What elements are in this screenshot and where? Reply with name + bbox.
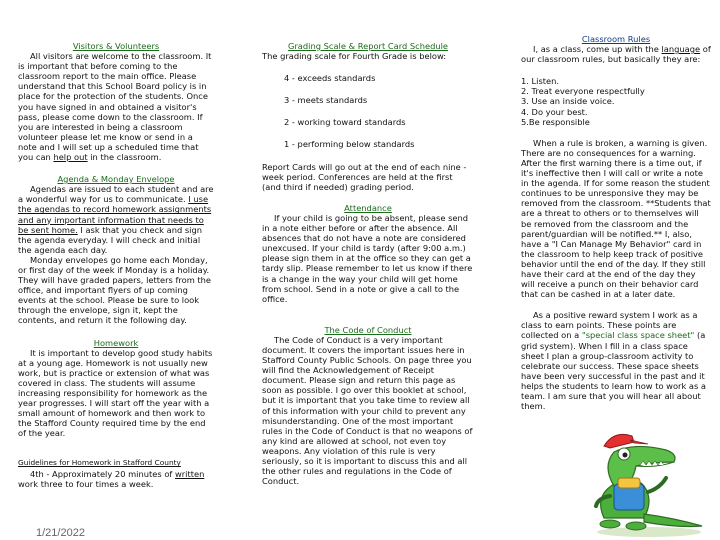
column-left xyxy=(18,0,214,540)
guidelines-paragraph xyxy=(18,469,214,489)
space-sheet-quote: "special class space sheet" xyxy=(581,330,695,341)
column-middle xyxy=(262,0,474,540)
report-card-paragraph: Report Cards will go out at the end of each nine -week period. Conferences are held at the first (and third if needed) grading period. xyxy=(262,161,467,192)
conduct-paragraph: The Code of Conduct is a very important document. It covers the important issues here in Stafford County Public Schools. On page three you will find the Acknowledgement of Receipt document. Please sign and return this page as soon as possible. I go over this booklet at school, but it is important that you take time to review all of this information with your child to prevent any misunderstanding. One of the most important rules in the Code of Conduct is that no weapons of any kind are allowed at school, not even toy weapons. Any violation of this rule is very seriously, so it is important to discuss this and all the other rules and regulations in the Code of Conduct. xyxy=(262,334,473,487)
attendance-heading: Attendance xyxy=(344,202,392,213)
agenda-text-start: Agendas are issued to each student and are a wonderful way for us to communicate. xyxy=(18,184,214,205)
guidelines-heading: Guidelines for Homework in Stafford County xyxy=(18,458,181,468)
scale-item: 4 - exceeds standards xyxy=(284,73,376,84)
monday-envelope-paragraph: Monday envelopes go home each Monday, or first day of the week if Monday is a holiday. They will have graded papers, letters from the office, and important flyers of up coming events at the school. Please be sure to look through the envelope, sign it, kept the contents, and return it the following day. xyxy=(18,254,212,326)
rules-intro-end: of our classroom rules, but basically they are: xyxy=(521,44,711,65)
homework-paragraph: It is important to develop good study habits at a young age. Homework is not usually new work, but is practice or extension of what was covered in class. The students will assume increasing responsibility for homework as the year progresses. I will start off the year with a small amount of homework and then work to the Stafford County required time by the end of the year. xyxy=(18,347,213,439)
grading-scale-list xyxy=(262,73,474,149)
reward-text-start: As a positive reward system I work as a class to earn points. These points are collected on a xyxy=(521,310,698,341)
language-text: language xyxy=(661,44,701,55)
agenda-text-end: I ask that you check and sign the agenda everyday. I will check and initial the agenda each day. xyxy=(18,224,203,255)
visitors-text: All visitors are welcome to the classroom. It is important that before coming to the classroom report to the main office. Please understand that this School Board policy is in place for the protection of the students. Once you have signed in and obtained a visitor's pass, please come down to the classroom. If you are interested in being a classroom volunteer please let me know or send in a note and I will set up a scheduled time that you can xyxy=(18,51,212,163)
rules-heading: Classroom Rules xyxy=(581,34,651,44)
agenda-heading: Agenda & Monday Envelope xyxy=(57,174,175,185)
rules-intro xyxy=(521,44,711,64)
rule-item: 4. Do your best. xyxy=(521,106,588,117)
homework-heading: Homework xyxy=(93,337,139,348)
agenda-paragraph xyxy=(18,184,214,255)
rule-item: 1. Listen. xyxy=(521,76,560,87)
scale-item: 3 - meets standards xyxy=(284,95,368,106)
guidelines-text-start: 4th - Approximately 20 minutes of xyxy=(30,468,175,479)
rule-item: 3. Use an inside voice. xyxy=(521,96,615,107)
agenda-underlined-text: I use the agendas to record homework assignments and any important information that needs to be sent home. xyxy=(18,194,212,235)
written-text: written xyxy=(174,468,205,479)
help-out-text: help out xyxy=(53,152,88,163)
rule-item: 2. Treat everyone respectfully xyxy=(521,86,645,97)
visitors-end-text: in the classroom. xyxy=(87,152,162,163)
reward-text-end: (a grid system). When I fill in a class space sheet I plan a group-classroom activity to celebrate our success. These space sheets have been very successful in the past and it helps the students to learn how to work as a team. I am sure that you will hear all about them. xyxy=(521,330,707,412)
visitors-paragraph xyxy=(18,51,214,162)
rules-list xyxy=(521,76,711,126)
guidelines-text-end: work three to four times a week. xyxy=(18,478,154,489)
grading-heading: Grading Scale & Report Card Schedule xyxy=(287,41,449,51)
alligator-mascot-illustration xyxy=(574,426,712,538)
date-stamp: 1/21/2022 xyxy=(36,527,85,539)
scale-item: 1 - performing below standards xyxy=(284,139,415,150)
warning-paragraph: When a rule is broken, a warning is given. There are no consequences for a warning. After the first warning there is a time out, if it's ineffective then I will call or write a note in the agenda. If for some reason the student continues to be unresponsive they may be removed from the classroom. **Students that are a threat to others or to themselves will be removed from the classroom and the parent/guardian will be notified.** I, also, have a "I Can Manage My Behavior" card in the classroom to help keep track of positive behavior until the end of the day. If they still have their card at the end of the day they will receive a punch on their behavior card that can be cashed in at a later date. xyxy=(521,137,711,300)
rule-item: 5.Be responsible xyxy=(521,116,590,127)
conduct-heading: The Code of Conduct xyxy=(324,324,412,335)
attendance-paragraph: If your child is going to be absent, please send in a note either before or after the absence. All absences that do not have a note are considered unexcused. If your child is tardy (after 9:00 a.m.) please sign them in at the office so they can get a tardy slip. Please remember to let us know if there is a change in the way your child will get home from school. Send in a note or give a call to the office. xyxy=(262,212,473,304)
rules-intro-start: I, as a class, come up with the xyxy=(533,44,662,55)
visitors-heading: Visitors & Volunteers xyxy=(72,41,160,51)
grading-intro: The grading scale for Fourth Grade is below: xyxy=(262,51,447,62)
scale-item: 2 - working toward standards xyxy=(284,117,406,128)
reward-paragraph xyxy=(521,310,711,411)
